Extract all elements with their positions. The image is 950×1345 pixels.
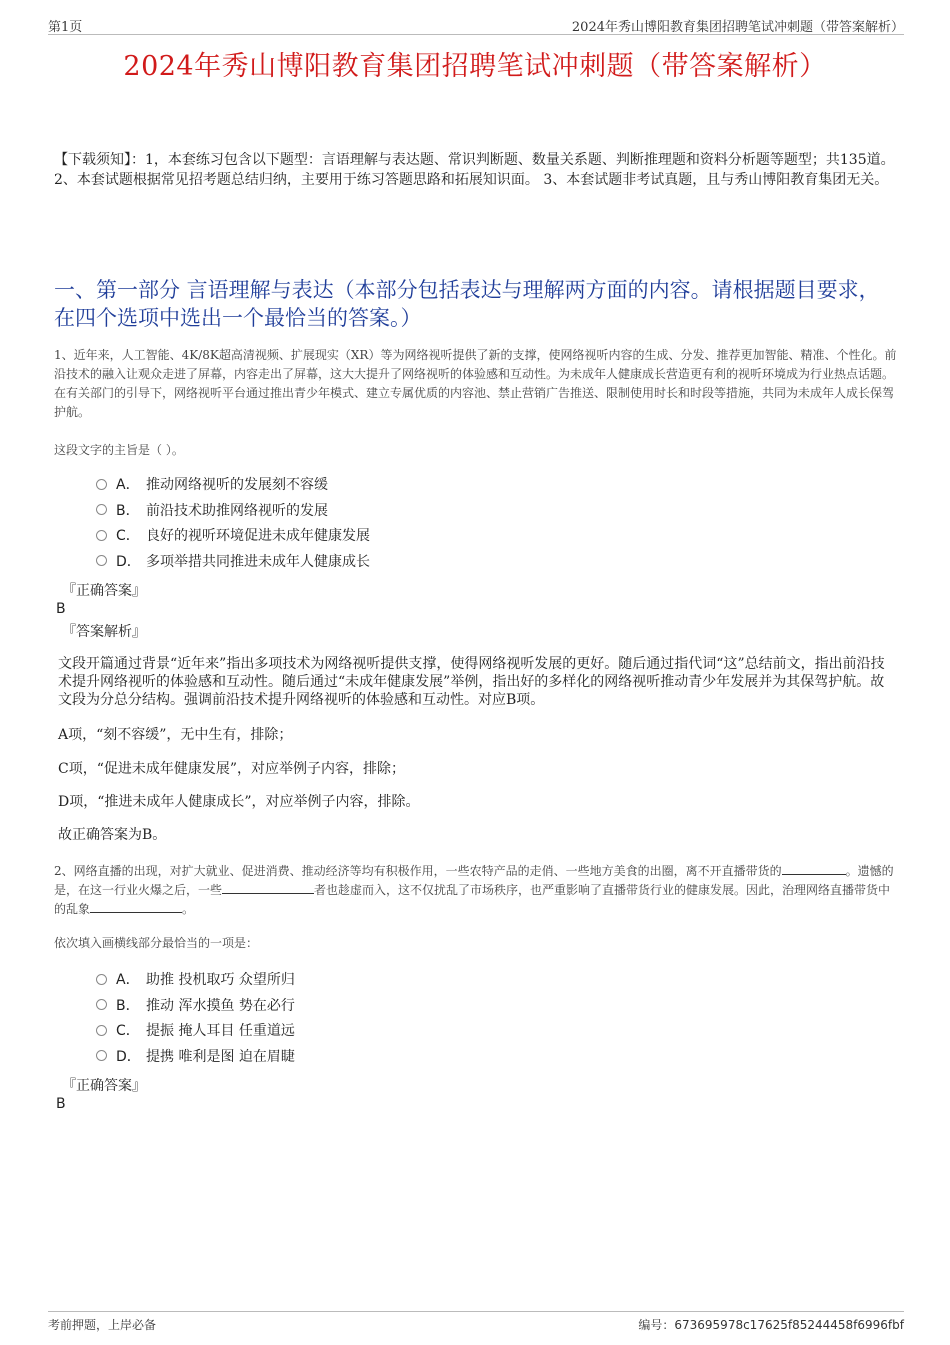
radio-icon[interactable] bbox=[96, 1025, 107, 1036]
question-2-options bbox=[96, 968, 295, 1070]
radio-icon[interactable] bbox=[96, 974, 107, 985]
question-1-options bbox=[96, 473, 370, 575]
analysis-line-d: D项，“推进未成年人健康成长”，对应举例子内容，排除。 bbox=[58, 794, 420, 810]
option-d[interactable]: D． 提携 唯利是图 迫在眉睫 bbox=[96, 1045, 295, 1071]
radio-icon[interactable] bbox=[96, 555, 107, 566]
section-title: 一、第一部分 言语理解与表达（本部分包括表达与理解两方面的内容。请根据题目要求，在四个选项中选出一个最恰当的答案。） bbox=[54, 278, 880, 330]
question-1-stem: 这段文字的主旨是（ ）。 bbox=[54, 443, 184, 457]
page-header bbox=[48, 14, 904, 35]
footer-serial: 编号：673695978c17625f85244458f6996fbf bbox=[638, 1318, 904, 1332]
option-d[interactable]: D． 多项举措共同推进未成年人健康成长 bbox=[96, 550, 370, 576]
question-2-text: 2、网络直播的出现，对扩大就业、促进消费、推动经济等均有积极作用，一些农特产品的走俏、一些地方美食的出圈，离不开直播带货的 。遗憾的是，在这一行业火爆之后，一些 者也趁虚而入，这不仅扰乱了市场秩序，也严重影响了直播带货行业的健康发展。因此，治理网络直播带货中的乱象 。 bbox=[54, 864, 894, 916]
fill-blank-3[interactable] bbox=[90, 900, 182, 913]
option-c[interactable]: C． 提振 掩人耳目 任重道远 bbox=[96, 1019, 295, 1045]
analysis-line-a: A项，“刻不容缓”，无中生有，排除； bbox=[58, 727, 293, 743]
question-2-stem: 依次填入画横线部分最恰当的一项是： bbox=[54, 936, 259, 950]
header-doc-title: 2024年秀山博阳教育集团招聘笔试冲刺题（带答案解析） bbox=[571, 20, 904, 35]
analysis-paragraph: 文段开篇通过背景“近年来”指出多项技术为网络视听提供支撑，使得网络视听发展的更好。随后通过指代词“这”总结前文，指出前沿技术提升网络视听的体验感和互动性。随后通过“未成年健康发展”举例，指出好的多样化的网络视听推动青少年发展并为其保驾护航。故文段为分总分结构。强调前沿技术提升网络视听的体验感和互动性。对应B项。 bbox=[58, 656, 885, 708]
radio-icon[interactable] bbox=[96, 504, 107, 515]
option-a[interactable]: A． 助推 投机取巧 众望所归 bbox=[96, 968, 295, 994]
correct-answer-label: 『正确答案』 bbox=[62, 1078, 146, 1094]
option-b[interactable]: B． 前沿技术助推网络视听的发展 bbox=[96, 499, 370, 525]
footer-slogan: 考前押题，上岸必备 bbox=[48, 1318, 157, 1332]
analysis-label: 『答案解析』 bbox=[62, 624, 146, 640]
correct-answer-value: B bbox=[56, 601, 66, 617]
radio-icon[interactable] bbox=[96, 1050, 107, 1061]
analysis-line-c: C项，“促进未成年健康发展”，对应举例子内容，排除； bbox=[58, 761, 406, 777]
question-1-text: 1、近年来，人工智能、4K/8K超高清视频、扩展现实（XR）等为网络视听提供了新的支撑，使网络视听内容的生成、分发、推荐更加智能、精准、个性化。前沿技术的融入让观众走进了屏幕，内容走出了屏幕，这大大提升了网络视听的体验感和互动性。为未成年人健康成长营造更有利的视听环境成为行业热点话题。在有关部门的引导下，网络视听平台通过推出青少年模式、建立专属优质的内容池、禁止营销广告推送、限制使用时长和时段等措施，共同为未成年人成长保驾护航。 bbox=[54, 348, 897, 419]
option-a[interactable]: A． 推动网络视听的发展刻不容缓 bbox=[96, 473, 370, 499]
option-c[interactable]: C． 良好的视听环境促进未成年健康发展 bbox=[96, 524, 370, 550]
download-notice: 【下载须知】：1，本套练习包含以下题型：言语理解与表达题、常识判断题、数量关系题、判断推理题和资料分析题等题型；共135道。 2、本套试题根据常见招考题总结归纳，主要用于练习答题思路和拓展知识面。 3、本套试题非考试真题，且与秀山博阳教育集团无关。 bbox=[54, 152, 895, 188]
page-number: 第1页 bbox=[48, 20, 83, 35]
fill-blank-1[interactable] bbox=[782, 862, 846, 875]
page-footer bbox=[48, 1311, 904, 1334]
analysis-conclusion: 故正确答案为B。 bbox=[58, 827, 167, 843]
radio-icon[interactable] bbox=[96, 530, 107, 541]
correct-answer-label: 『正确答案』 bbox=[62, 583, 146, 599]
fill-blank-2[interactable] bbox=[222, 881, 314, 894]
option-b[interactable]: B． 推动 浑水摸鱼 势在必行 bbox=[96, 994, 295, 1020]
radio-icon[interactable] bbox=[96, 999, 107, 1010]
radio-icon[interactable] bbox=[96, 479, 107, 490]
document-title: 2024年秀山博阳教育集团招聘笔试冲刺题（带答案解析） bbox=[123, 51, 827, 82]
correct-answer-value: B bbox=[56, 1096, 66, 1112]
